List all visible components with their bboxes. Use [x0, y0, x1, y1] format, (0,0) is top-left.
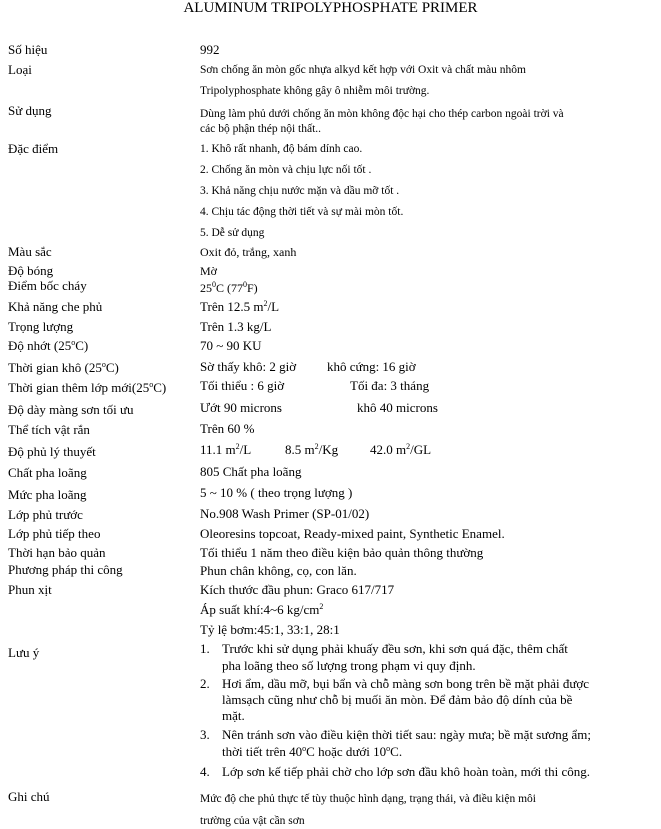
value-ghi-chu-line2: trường của vật cần sơn: [200, 815, 305, 827]
label-do-day: Độ dày màng sơn tối ưu: [8, 402, 134, 417]
label-phun-xit: Phun xịt: [8, 582, 52, 597]
value-thoi-gian-kho-2: khô cứng: 16 giờ: [327, 359, 416, 374]
value-phun-xit-3: Tỷ lệ bơm:45:1, 33:1, 28:1: [200, 622, 340, 637]
value-thoi-han-bao-quan: Tối thiểu 1 năm theo điều kiện bảo quản thông thường: [200, 545, 484, 560]
value-loai-line2: Tripolyphosphate không gây ô nhiễm môi trường.: [200, 85, 430, 97]
value-lop-phu-truoc: No.908 Wash Primer (SP-01/02): [200, 506, 370, 521]
value-lop-phu-tiep-theo: Oleoresins topcoat, Ready-mixed paint, Synthetic Enamel.: [200, 526, 505, 541]
value-do-day-1: Ướt 90 microns: [200, 400, 282, 415]
value-trong-luong: Trên 1.3 kg/L: [200, 319, 272, 334]
label-thoi-han-bao-quan: Thời hạn bảo quản: [8, 545, 106, 560]
label-chat-pha-loang: Chất pha loãng: [8, 465, 87, 480]
luu-y-number-3: 3.: [200, 727, 210, 742]
value-thoi-gian-them-lop-1: Tối thiểu : 6 giờ: [200, 378, 285, 393]
label-so-hieu: Số hiệu: [8, 42, 48, 57]
value-do-bong: Mờ: [200, 264, 218, 278]
luu-y-number-2: 2.: [200, 676, 210, 691]
label-luu-y: Lưu ý: [8, 645, 40, 660]
label-loai: Loại: [8, 62, 32, 77]
value-do-phu-2: 8.5 $m^2/Kg$: [285, 442, 339, 457]
label-do-bong: Độ bóng: [8, 263, 54, 278]
luu-y-item-1-line2: pha loãng theo số lượng trong phạm vi quy định.: [222, 658, 476, 673]
label-lop-phu-tiep-theo: Lớp phủ tiếp theo: [8, 526, 101, 541]
document-title: ALUMINUM TRIPOLYPHOSPHATE PRIMER: [183, 0, 478, 16]
value-phun-xit-1: Kích thước đầu phun: Graco 617/717: [200, 582, 395, 597]
luu-y-item-3-line1: Nên tránh sơn vào điều kiện thời tiết sau: ngày mưa; bề mặt sương ẩm;: [222, 727, 592, 742]
label-the-tich: Thể tích vật rắn: [8, 422, 90, 437]
value-the-tich: Trên 60 %: [200, 421, 255, 436]
value-loai-line1: Sơn chống ăn mòn gốc nhựa alkyd kết hợp với Oxit và chất màu nhôm: [200, 64, 526, 76]
value-so-hieu: 992: [200, 42, 220, 57]
luu-y-item-2-line3: mặt.: [222, 708, 245, 723]
label-diem-boc-chay: Điểm bốc cháy: [8, 278, 87, 293]
dac-diem-item-1: 1. Khô rất nhanh, độ bám dính cao.: [200, 143, 363, 155]
dac-diem-item-3: 3. Khả năng chịu nước mặn và dầu mỡ tốt .: [200, 185, 400, 197]
value-ghi-chu-line1: Mức độ che phủ thực tế tùy thuộc hình dạng, trạng thái, và điều kiện môi: [200, 793, 536, 805]
luu-y-item-3-line2: thời tiết trên 40$^o$C hoặc dưới 10$^o$C.: [222, 744, 403, 759]
luu-y-item-2-line1: Hơi ẩm, dầu mỡ, bụi bẩn và chỗ màng sơn bong trên bề mặt phải được: [222, 676, 590, 691]
label-ghi-chu: Ghi chú: [8, 789, 50, 804]
luu-y-number-1: 1.: [200, 641, 210, 656]
value-mau-sac: Oxit đỏ, trắng, xanh: [200, 245, 297, 259]
value-su-dung-line1: Dùng làm phủ dưới chống ăn mòn không độc hại cho thép carbon ngoài trời và: [200, 108, 564, 120]
label-kha-nang-che-phu: Khả năng che phủ: [8, 299, 103, 314]
label-do-phu-ly-thuyet: Độ phủ lý thuyết: [8, 444, 96, 459]
label-dac-diem: Đặc điểm: [8, 141, 59, 156]
value-diem-boc-chay: $25^0C$ $(77^0F)$: [200, 280, 258, 295]
label-thoi-gian-kho: Thời gian khô (25$^o$C): [8, 360, 119, 375]
value-do-phu-3: 42.0 $m^2/GL$: [370, 442, 432, 457]
label-do-nhot: Độ nhớt (25$^o$C): [8, 338, 89, 353]
value-thoi-gian-them-lop-2: Tối đa: 3 tháng: [350, 378, 430, 393]
label-trong-luong: Trọng lượng: [8, 319, 74, 334]
luu-y-item-4: Lớp sơn kế tiếp phải chờ cho lớp sơn đầu khô hoàn toàn, mới thi công.: [222, 764, 590, 779]
value-thoi-gian-kho-1: Sờ thấy khô: 2 giờ: [200, 359, 297, 374]
luu-y-item-1-line1: Trước khi sử dụng phải khuấy đều sơn, khi sơn quá đặc, thêm chất: [222, 641, 568, 656]
luu-y-item-2-line2: làmsạch cũng như chỗ bị muối ăn mòn. Để đảm bảo độ dính của bề: [222, 692, 573, 707]
value-do-nhot: 70 ~ 90 KU: [200, 338, 262, 353]
label-mau-sac: Màu sắc: [8, 244, 52, 259]
value-muc-pha-loang: 5 ~ 10 % ( theo trọng lượng ): [200, 485, 353, 500]
label-lop-phu-truoc: Lớp phủ trước: [8, 507, 83, 522]
dac-diem-item-5: 5. Dễ sử dụng: [200, 227, 265, 239]
value-phuong-phap: Phun chân không, cọ, con lăn.: [200, 563, 357, 578]
value-chat-pha-loang: 805 Chất pha loãng: [200, 464, 302, 479]
label-su-dung: Sử dụng: [8, 103, 52, 118]
value-kha-nang-che-phu: Trên 12.5 $m^2/L$: [200, 299, 280, 314]
dac-diem-item-4: 4. Chịu tác động thời tiết và sự mài mòn tốt.: [200, 206, 404, 218]
label-thoi-gian-them-lop: Thời gian thêm lớp mới(25$^o$C): [8, 380, 167, 395]
luu-y-number-4: 4.: [200, 764, 210, 779]
value-phun-xit-2: Áp suất khí:4~6 $kg/cm^2$: [200, 602, 324, 617]
label-muc-pha-loang: Mức pha loãng: [8, 487, 87, 502]
dac-diem-item-2: 2. Chống ăn mòn và chịu lực nối tốt .: [200, 164, 372, 176]
value-do-day-2: khô 40 microns: [357, 400, 438, 415]
value-su-dung-line2: các bộ phận thép nội thất..: [200, 123, 322, 135]
value-do-phu-1: 11.1 $m^2/L$: [200, 442, 252, 457]
label-phuong-phap: Phương pháp thi công: [8, 562, 123, 577]
